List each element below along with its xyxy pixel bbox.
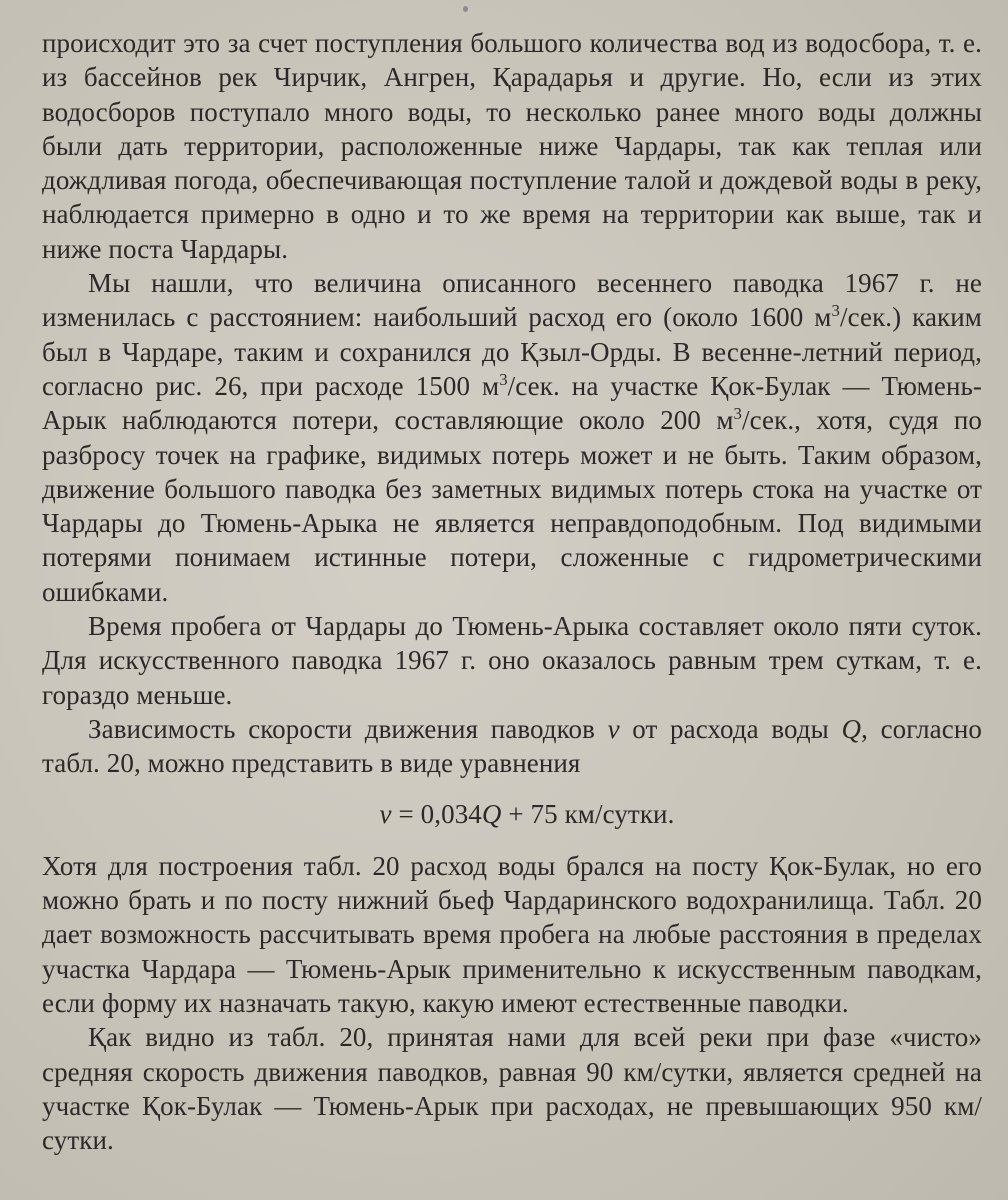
- paragraph-4-text-b: от расхода воды: [632, 713, 829, 744]
- paragraph-6: [42, 1020, 982, 1157]
- book-page: [42, 26, 982, 1158]
- paragraph-5-text: Хотя для построения табл. 20 расход воды брался на посту Қок-Булак, но его можно брать и по посту нижний бьеф Чардаринского водохранилища. Табл. 20 дает возможность рассчитывать время пробега на любые расстояния в пределах участка Чардара — Тюмень-Арык применительно к искусственным паводкам, если форму их назначать такую, какую имеют естественные паводки.: [42, 850, 982, 1019]
- paragraph-2-text-d: /сек., хотя, судя по разбросу точек на графике, видимых потерь может и не быть. Таким образом, движение большого паводка без заметных видимых потерь стока на участке от Чардары до Тюмень-Арыка не является неправдоподобным. Под видимыми потерями понимаем истинные потери, сложенные с гидрометрическими ошибками.: [42, 405, 982, 607]
- paragraph-2-text-b: /сек.) каким был в Чардаре, таким и сохранился до Қзыл-Орды. В весенне-летний период, согласно рис. 26, при расходе 1500 м: [42, 302, 982, 401]
- paragraph-6-text: Қак видно из табл. 20, принятая нами для всей реки при фазе «чисто» средняя скорость движения паводков, равная 90 км/сутки, является средней на участке Қок-Булак — Тюмень-Арык при расходах, не превышающих 950 км/сутки.: [42, 1022, 982, 1156]
- paper-speck: [463, 6, 468, 12]
- paragraph-1-text: происходит это за счет поступления большого количества вод из водосбора, т. е. из бассейнов рек Чирчик, Ангрен, Қарадарья и другие. Но, если из этих водосборов поступало много воды, то несколько ранее много воды должны были дать территории, расположенные ниже Чардары, так как теплая или дождливая погода, обеспечивающая поступление талой и дождевой воды в реку, наблюдается примерно в одно и то же время на территории как выше, так и ниже поста Чардары.: [42, 28, 982, 264]
- superscript-3: 3: [831, 301, 840, 321]
- formula-rest: + 75 км/сутки.: [501, 798, 675, 829]
- velocity-equation: [42, 797, 982, 831]
- paragraph-4: [42, 712, 982, 781]
- formula-q: Q: [481, 798, 502, 829]
- superscript-3: 3: [499, 369, 508, 389]
- paragraph-3: [42, 609, 982, 712]
- paragraph-3-text: Время пробега от Чардары до Тюмень-Арыка составляет около пяти суток. Для искусственного паводка 1967 г. оно оказалось равным трем суткам, т. е. гораздо меньше.: [42, 611, 982, 710]
- paragraph-2-text-c: /сек. на участке Қок-Булак — Тюмень-Арык наблюдаются потери, составляющие около 200 м: [42, 370, 982, 436]
- paragraph-1: [42, 26, 982, 266]
- formula-v: v: [379, 798, 392, 829]
- superscript-3: 3: [733, 404, 743, 424]
- paragraph-2: [42, 266, 982, 609]
- paragraph-4-text-c: , согласно табл. 20, можно представить в виде уравнения: [42, 713, 982, 779]
- formula-eq: = 0,034: [391, 798, 482, 829]
- variable-q: Q: [841, 713, 862, 744]
- paragraph-4-text-a: Зависимость скорости движения паводков: [88, 713, 595, 744]
- paragraph-5: [42, 849, 982, 1020]
- variable-v: v: [607, 713, 620, 744]
- paragraph-2-text-a: Мы нашли, что величина описанного весеннего паводка 1967 г. не изменилась с расстоянием: наибольший расход его (около 1600 м: [42, 268, 982, 333]
